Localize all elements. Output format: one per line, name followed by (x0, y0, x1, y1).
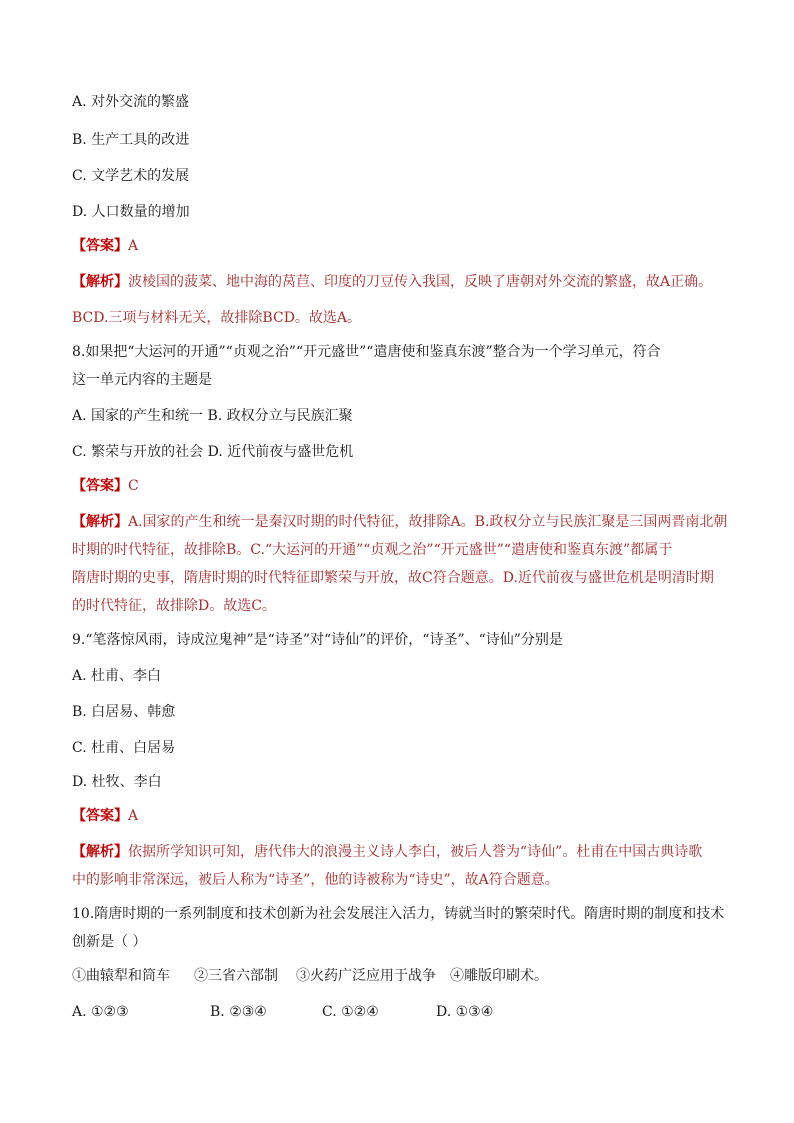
analysis-tag: 【解析】 (72, 514, 128, 530)
q8-analysis-line-4: 的时代特征，故排除D。故选C。 (72, 598, 276, 614)
answer-tag: 【答案】 (72, 808, 128, 824)
analysis-tag: 【解析】 (72, 844, 128, 860)
q10-question-line-1: 10.隋唐时期的一系列制度和技术创新为社会发展注入活力，铸就当时的繁荣时代。隋唐时期的制度和技术 (72, 906, 725, 922)
q8-answer (72, 476, 139, 496)
q8-question-line-1: 8.如果把“大运河的开通”“贞观之治”“开元盛世”“遣唐使和鉴真东渡”整合为一个学习单元，符合 (72, 344, 661, 360)
q10-item-2: ②三省六部制 (194, 968, 278, 984)
answer-value: A (128, 238, 139, 254)
q9-option-d: D. 杜牧、李白 (72, 774, 162, 790)
answer-value: A (128, 808, 139, 824)
q7-option-b: B. 生产工具的改进 (72, 132, 190, 148)
q10-option-b: B. ②③④ (210, 1004, 267, 1020)
q8-options-line-1: A. 国家的产生和统一 B. 政权分立与民族汇聚 (72, 408, 353, 424)
q8-question-line-2: 这一单元内容的主题是 (72, 372, 212, 388)
q8-analysis-line-2: 时期的时代特征，故排除B。C.“大运河的开通”“贞观之治”“开元盛世”“遣唐使和鉴真东渡”都属于 (72, 542, 673, 558)
q9-answer (72, 806, 138, 826)
answer-tag: 【答案】 (72, 238, 128, 254)
q10-option-a: A. ①②③ (72, 1004, 129, 1020)
analysis-text: 波棱国的菠菜、地中海的莴苣、印度的刀豆传入我国，反映了唐朝对外交流的繁盛，故A正确。 (128, 274, 713, 290)
q10-question-line-2: 创新是（ ） (72, 934, 147, 950)
q7-option-a: A. 对外交流的繁盛 (72, 94, 190, 110)
analysis-text: 依据所学知识可知，唐代伟大的浪漫主义诗人李白，被后人誉为“诗仙”。杜甫在中国古典诗歌 (128, 844, 703, 860)
q10-item-1: ①曲辕犁和筒车 (72, 968, 170, 984)
q7-option-d: D. 人口数量的增加 (72, 204, 190, 220)
analysis-text: A.国家的产生和统一是秦汉时期的时代特征，故排除A。B.政权分立与民族汇聚是三国两晋南北朝 (128, 514, 728, 530)
answer-value: C (128, 478, 139, 494)
q9-analysis-line-2: 中的影响非常深远，被后人称为“诗圣”，他的诗被称为“诗史”，故A符合题意。 (72, 872, 559, 888)
q7-analysis-line-2: BCD.三项与材料无关，故排除BCD。故选A。 (72, 310, 362, 326)
q7-option-c: C. 文学艺术的发展 (72, 168, 190, 184)
q8-options-line-2: C. 繁荣与开放的社会 D. 近代前夜与盛世危机 (72, 444, 354, 460)
q10-option-c: C. ①②④ (322, 1004, 379, 1020)
q8-analysis-line-1 (72, 512, 727, 532)
q8-analysis-line-3: 隋唐时期的史事，隋唐时期的时代特征即繁荣与开放，故C符合题意。D.近代前夜与盛世危机是明清时期 (72, 570, 714, 586)
q7-analysis-line-1 (72, 272, 712, 292)
q9-option-c: C. 杜甫、白居易 (72, 740, 176, 756)
q9-option-a: A. 杜甫、李白 (72, 668, 162, 684)
q9-question: 9.“笔落惊风雨，诗成泣鬼神”是“诗圣”对“诗仙”的评价，“诗圣”、“诗仙”分别是 (72, 632, 563, 648)
q7-answer (72, 236, 138, 256)
q9-analysis-line-1 (72, 842, 702, 862)
analysis-tag: 【解析】 (72, 274, 128, 290)
answer-tag: 【答案】 (72, 478, 128, 494)
q10-option-d: D. ①③④ (436, 1004, 494, 1020)
q10-item-3: ③火药广泛应用于战争 (296, 968, 436, 984)
q10-item-4: ④雕版印刷术。 (450, 968, 548, 984)
q9-option-b: B. 白居易、韩愈 (72, 704, 176, 720)
